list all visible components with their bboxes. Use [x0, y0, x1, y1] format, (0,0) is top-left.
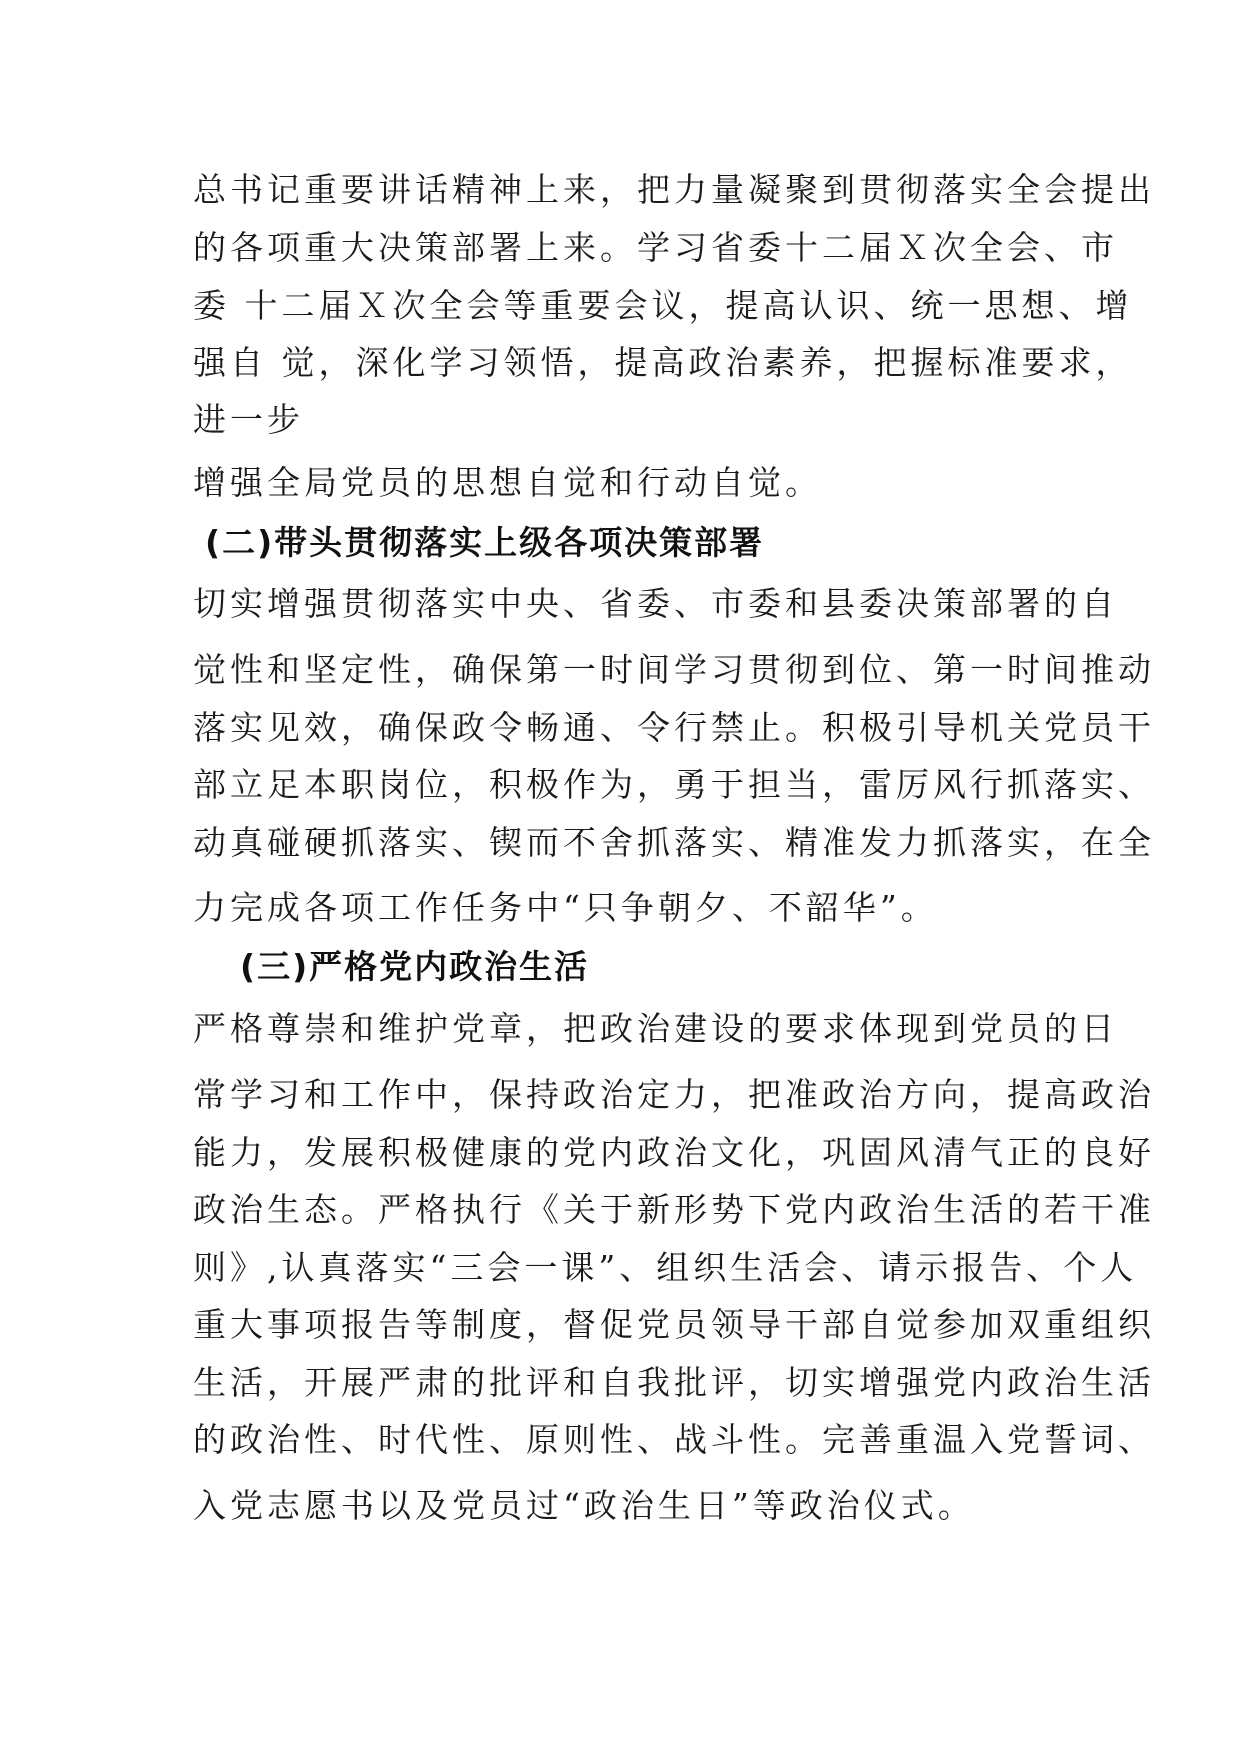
- paragraph-1-line: 委 十二届Ｘ次全会等重要会议，提高认识、统一思想、增: [193, 286, 1133, 325]
- paragraph-3-line: 能力，发展积极健康的党内政治文化，巩固风清气正的良好: [193, 1133, 1155, 1172]
- paragraph-1-line: 强自 觉，深化学习领悟，提高政治素养，把握标准要求，: [193, 343, 1133, 382]
- paragraph-3-line: 生活，开展严肃的批评和自我批评，切实增强党内政治生活: [193, 1363, 1155, 1402]
- paragraph-3-line: 严格尊崇和维护党章，把政治建设的要求体现到党员的日: [193, 1009, 1118, 1048]
- paragraph-2-line: 切实增强贯彻落实中央、省委、市委和县委决策部署的自: [193, 584, 1118, 623]
- paragraph-2-line: 落实见效，确保政令畅通、令行禁止。积极引导机关党员干: [193, 708, 1155, 747]
- paragraph-3-line: 重大事项报告等制度，督促党员领导干部自觉参加双重组织: [193, 1305, 1155, 1344]
- paragraph-1-line: 总书记重要讲话精神上来，把力量凝聚到贯彻落实全会提出: [193, 170, 1155, 209]
- paragraph-2-line: 动真碰硬抓落实、锲而不舍抓落实、精准发力抓落实，在全: [193, 823, 1155, 862]
- paragraph-3-line: 入党志愿书以及党员过“政治生日”等政治仪式。: [193, 1486, 975, 1525]
- paragraph-2-line: 觉性和坚定性，确保第一时间学习贯彻到位、第一时间推动: [193, 650, 1155, 689]
- section-heading-2: (二)带头贯彻落实上级各项决策部署: [205, 523, 765, 562]
- paragraph-3-line: 的政治性、时代性、原则性、战斗性。完善重温入党誓词、: [193, 1420, 1155, 1459]
- paragraph-3-line: 常学习和工作中，保持政治定力，把准政治方向，提高政治: [193, 1075, 1155, 1114]
- paragraph-1-line: 的各项重大决策部署上来。学习省委十二届Ｘ次全会、市: [193, 228, 1118, 267]
- paragraph-2-line: 力完成各项工作任务中“只争朝夕、不韶华”。: [193, 888, 938, 927]
- paragraph-2-line: 部立足本职岗位，积极作为，勇于担当，雷厉风行抓落实、: [193, 765, 1155, 804]
- paragraph-3-line: 则》,认真落实“三会一课”、组织生活会、请示报告、个人: [193, 1248, 1138, 1287]
- paragraph-1-line: 增强全局党员的思想自觉和行动自觉。: [193, 463, 822, 502]
- paragraph-3-line: 政治生态。严格执行《关于新形势下党内政治生活的若干准: [193, 1190, 1155, 1229]
- paragraph-1-line: 进一步: [193, 400, 304, 439]
- section-heading-3: (三)严格党内政治生活: [240, 947, 590, 986]
